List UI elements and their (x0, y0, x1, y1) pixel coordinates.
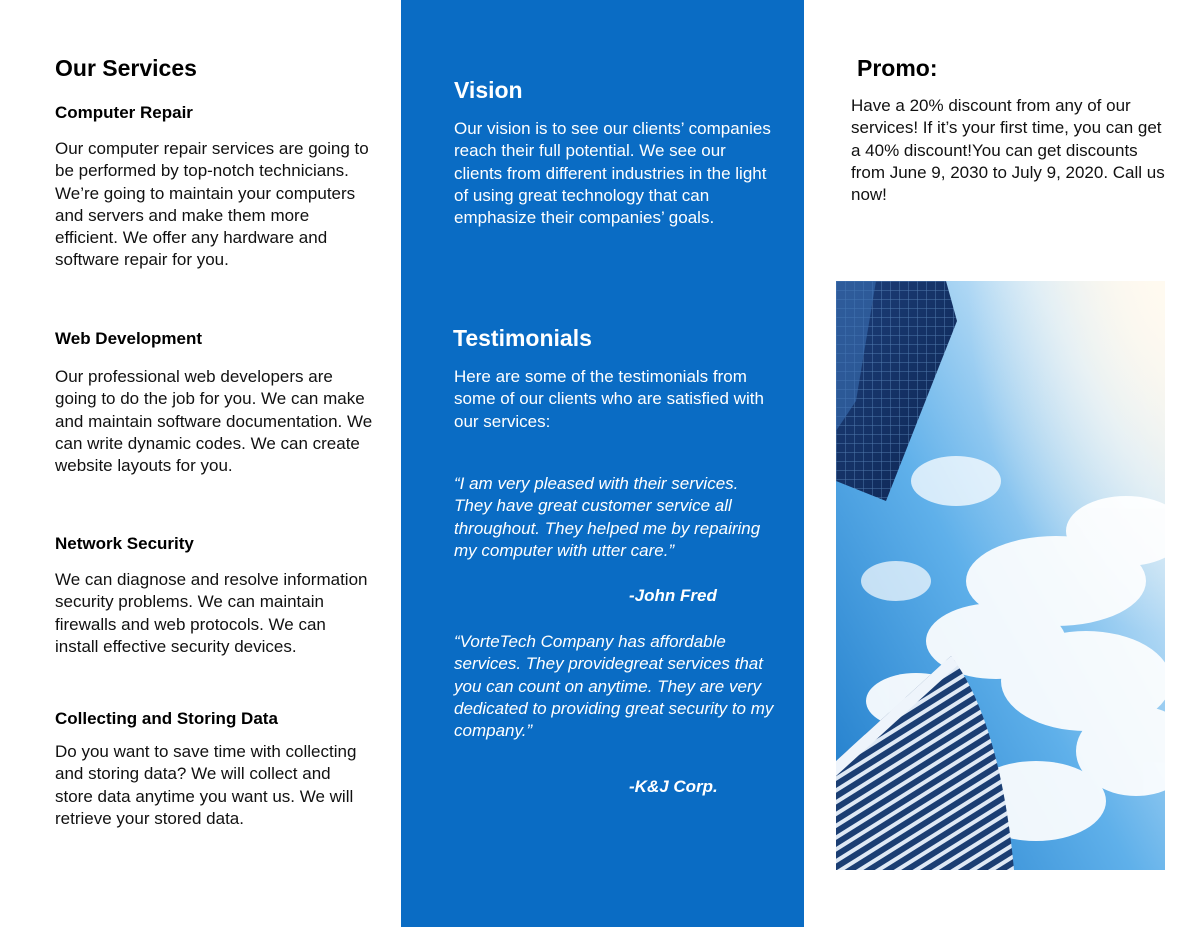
testimonials-heading: Testimonials (453, 325, 592, 351)
promo-panel (804, 0, 1200, 927)
testimonial-quote-1: “I am very pleased with their services. They have great customer service all throughout. They helped me by repairing my computer with utter care.” (454, 474, 761, 560)
vision-heading: Vision (454, 77, 523, 103)
service-heading-collecting-data: Collecting and Storing Data (55, 709, 278, 728)
service-text-network-security: We can diagnose and resolve information security problems. We can maintain firewalls and web protocols. We can install effective security devices. (55, 570, 368, 656)
testimonial-author-1: -John Fred (629, 586, 717, 605)
services-title: Our Services (55, 55, 197, 81)
service-text-collecting-data: Do you want to save time with collecting and storing data? We will collect and store data anytime you want us. We will retrieve your stored data. (55, 742, 357, 828)
service-heading-network-security: Network Security (55, 534, 194, 553)
vision-text: Our vision is to see our clients’ companies reach their full potential. We see our clients from different industries in the light of using great technology that can emphasize their companies’ goals. (454, 119, 771, 228)
testimonial-quote-2: “VorteTech Company has affordable services. They providegreat services that you can count on anytime. They are very dedicated to providing great security to my company.” (454, 632, 774, 741)
skyscraper-sky-image (836, 281, 1165, 870)
service-heading-web-development: Web Development (55, 329, 203, 348)
service-heading-computer-repair: Computer Repair (55, 103, 193, 122)
testimonials-intro: Here are some of the testimonials from some of our clients who are satisfied with our services: (454, 367, 764, 431)
promo-heading: Promo: (857, 55, 938, 81)
promo-text: Have a 20% discount from any of our services! If it’s your first time, you can get a 40% discount!You can get discounts from June 9, 2030 to July 9, 2020. Call us now! (851, 96, 1165, 205)
service-text-computer-repair: Our computer repair services are going to be performed by top-notch technicians. We’re going to maintain your computers and servers and make them more efficient. We offer any hardware and software repair for you. (55, 139, 369, 270)
testimonial-author-2: -K&J Corp. (629, 777, 718, 796)
service-text-web-development: Our professional web developers are going to do the job for you. We can make and maintain software documentation. We can write dynamic codes. We can create website layouts for you. (55, 367, 373, 476)
services-panel (0, 0, 401, 927)
vision-testimonials-panel (401, 0, 804, 927)
